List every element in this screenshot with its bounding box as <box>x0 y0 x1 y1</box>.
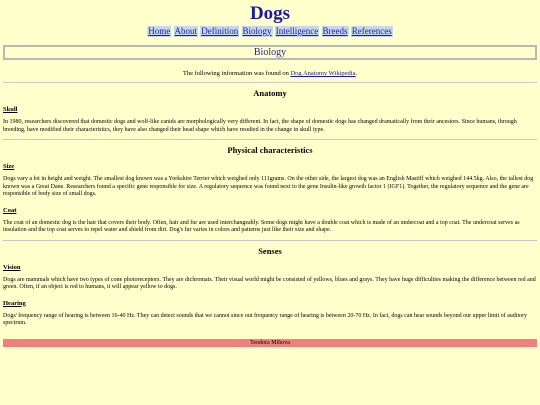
divider <box>3 139 537 140</box>
footer-author: Teodora Mihova <box>3 339 537 347</box>
nav-references[interactable]: References <box>351 26 392 36</box>
nav-home[interactable]: Home <box>148 26 171 36</box>
physical-heading: Physical characteristics <box>227 145 313 155</box>
site-title: Dogs <box>249 3 291 24</box>
nav-definition[interactable]: Definition <box>201 26 239 36</box>
wikipedia-link[interactable]: Dog Anatomy Wikipedia <box>290 70 356 77</box>
vision-text: Dogs are mammals which have two types of cone photoreceptors. They are dichromats. Their visual world might be consisted of yellows, blues and grays. They have huge difficulties making the difference between red and green. Often, if an object is red to humans, it will appear yellow to dogs. <box>3 276 536 290</box>
nav-intelligence[interactable]: Intelligence <box>275 26 319 36</box>
main-nav <box>0 26 540 37</box>
skull-heading: Skull <box>3 106 18 113</box>
divider <box>3 240 537 241</box>
intro-line <box>0 70 540 77</box>
page-section-title: Biology <box>3 45 537 60</box>
anatomy-heading: Anatomy <box>253 88 287 98</box>
size-heading: Size <box>3 163 15 170</box>
hearing-heading: Hearing <box>3 299 26 307</box>
intro-text: The following information was found on <box>182 70 289 77</box>
coat-heading: Coat <box>3 206 17 214</box>
hearing-text: Dogs' frequency range of hearing is between 16-40 Hz. They can detect sounds that we cannot since out frequency range of hearing is between 20-70 Hz. In fact, dogs can hear sounds beyond our upper limit of auditory spectrum. <box>3 312 528 326</box>
intro-end: . <box>355 70 358 77</box>
nav-breeds[interactable]: Breeds <box>322 26 348 36</box>
divider <box>3 82 537 83</box>
coat-text: The coat of an domestic dog is the hair that covers their body. Often, hair and fur are used interchangeably. Some dogs might have a double coat which is made of an undercoat and a top coat. The undercoat serves as insulation and the top coat serves to repel water and shield from dirt. Dog's fur varies in colors and patterns just like their size and shape. <box>3 219 520 233</box>
vision-heading: Vision <box>3 263 21 271</box>
skull-text: In 1980, researchers discovered that domestic dogs and wolf-like canids are morphologically very different. In fact, the shape of domestic dogs has changed dramatically from their ancestors. Since humans, through breeding, have modified their characteristics, they have also changed their head shape which have resulted in the change in skull type. <box>3 119 517 133</box>
nav-biology[interactable]: Biology <box>242 26 272 36</box>
senses-heading: Senses <box>258 245 282 256</box>
size-text: Dogs vary a lot in height and weight. The smallest dog known was a Yorkshire Terrier which weighed only 111grams. On the other side, the largest dog was an English Mastiff which weighed 144.5kg. Also, the tallest dog known was a Great Dane. Researchers found a specific gene responsible for size. A regulatory sequence was found next to the gene Insulin-like growth factor 1 (IGF1). Together, the regulatory sequence and the gene are responsible of body size of small dogs. <box>3 176 534 197</box>
nav-about[interactable]: About <box>174 26 197 36</box>
